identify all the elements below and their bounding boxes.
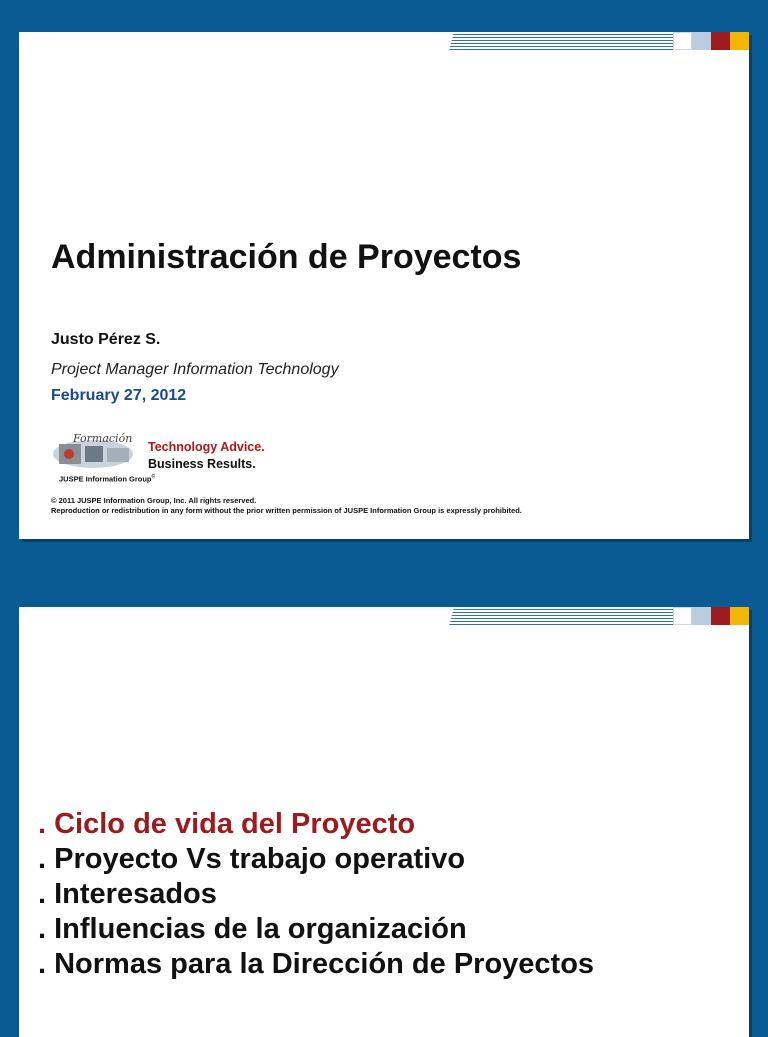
svg-text:Formación: Formación	[73, 432, 133, 445]
agenda-slide	[19, 607, 749, 1037]
copyright-notice: © 2011 JUSPE Information Group, Inc. All rights reserved.	[51, 496, 257, 505]
formacion-logo	[51, 432, 139, 470]
author-role: Project Manager Information Technology	[51, 361, 339, 378]
company-name: JUSPE Information Group©	[59, 474, 156, 484]
agenda-item-interesados: . Interesados	[38, 878, 217, 910]
agenda-item-influencias: . Influencias de la organización	[38, 913, 467, 945]
redistribution-notice: Reproduction or redistribution in any form without the prior written permission of JUSPE Information Group is expressly prohibited.	[51, 506, 522, 515]
title-slide	[19, 32, 749, 539]
color-squares	[673, 32, 749, 50]
presentation-date: February 27, 2012	[51, 387, 187, 404]
presentation-title: Administración de Proyectos	[51, 238, 522, 276]
tagline-technology: Technology Advice.	[148, 440, 265, 454]
color-squares	[673, 607, 749, 625]
agenda-item-normas: . Normas para la Dirección de Proyectos	[38, 948, 595, 980]
agenda-list	[38, 807, 594, 982]
author-name: Justo Pérez S.	[51, 331, 161, 348]
agenda-item-ciclo-de-vida: . Ciclo de vida del Proyecto	[38, 808, 416, 840]
tagline-business: Business Results.	[148, 457, 256, 471]
agenda-item-proyecto-vs-trabajo: . Proyecto Vs trabajo operativo	[38, 843, 466, 875]
